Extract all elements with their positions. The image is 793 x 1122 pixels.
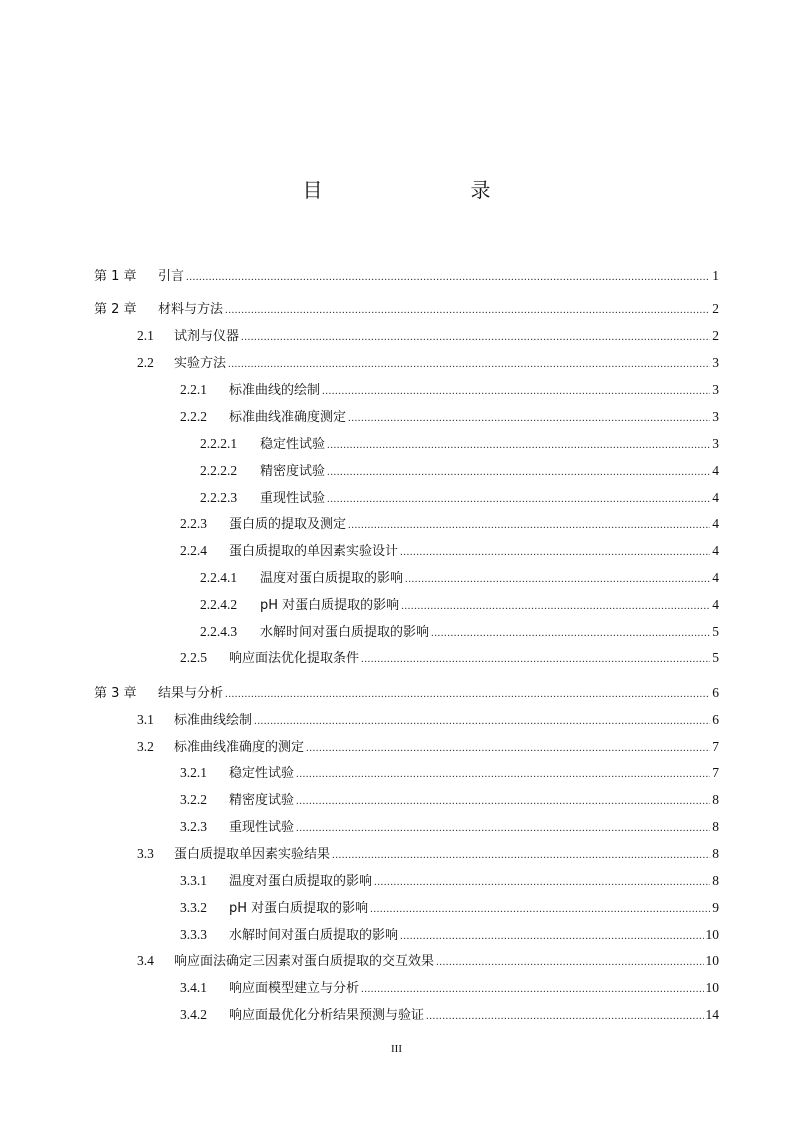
toc-page-number: 4 (712, 597, 719, 612)
toc-page-number: 8 (712, 819, 719, 834)
toc-section-row[interactable] (180, 790, 719, 810)
toc-dot-leader (348, 515, 710, 535)
toc-dot-leader (436, 952, 703, 972)
toc-title: 蛋白质提取的单因素实验设计 (229, 544, 399, 559)
toc-dot-leader (374, 872, 710, 892)
toc-title: 稳定性试验 (229, 766, 295, 781)
toc-number: 3.2 (137, 739, 154, 754)
toc-page-number: 8 (712, 873, 719, 888)
toc-section-row[interactable] (200, 488, 719, 508)
toc-number: 2.2.2.2 (200, 463, 238, 478)
toc-number: 2.2.4.1 (200, 570, 238, 585)
toc-chapter-row[interactable] (94, 683, 719, 703)
toc-dot-leader (400, 542, 710, 562)
toc-title: pH 对蛋白质提取的影响 (260, 598, 400, 613)
toc-number: 2.1 (137, 328, 154, 343)
toc-number: 2.2.1 (180, 382, 207, 397)
toc-chapter-row[interactable] (94, 299, 719, 319)
toc-page-number: 5 (712, 624, 719, 639)
toc-title: 材料与方法 (158, 302, 224, 317)
toc-page-number: 3 (712, 409, 719, 424)
toc-title: 精密度试验 (260, 464, 326, 479)
toc-section-row[interactable] (137, 326, 719, 346)
toc-page-number: 2 (712, 301, 719, 316)
toc-dot-leader (405, 569, 710, 589)
toc-section-row[interactable] (200, 568, 719, 588)
toc-dot-leader (361, 979, 703, 999)
toc-number: 2.2.4 (180, 543, 207, 558)
toc-number: 2.2.2.3 (200, 490, 238, 505)
toc-dot-leader (400, 926, 703, 946)
toc-number: 3.1 (137, 712, 154, 727)
toc-number: 2.2.2.1 (200, 436, 238, 451)
toc-page-number: 7 (712, 739, 719, 754)
toc-number: 3.3.3 (180, 927, 207, 942)
toc-title: 实验方法 (174, 356, 227, 371)
toc-section-row[interactable] (180, 817, 719, 837)
toc-page-number: 8 (712, 792, 719, 807)
toc-number: 2.2.4.2 (200, 597, 238, 612)
toc-section-row[interactable] (200, 595, 719, 615)
toc-number: 3.3 (137, 846, 154, 861)
toc-section-row[interactable] (137, 710, 719, 730)
toc-number: 3.3.2 (180, 900, 207, 915)
toc-title: 水解时间对蛋白质提取的影响 (229, 928, 399, 943)
toc-section-row[interactable] (180, 978, 719, 998)
toc-dot-leader (296, 791, 710, 811)
toc-section-row[interactable] (200, 622, 719, 642)
toc-number: 2.2.2 (180, 409, 207, 424)
toc-dot-leader (186, 267, 710, 287)
toc-section-row[interactable] (137, 737, 719, 757)
toc-page-number: 4 (712, 543, 719, 558)
toc-chapter-row[interactable] (94, 266, 719, 286)
toc-title: 水解时间对蛋白质提取的影响 (260, 625, 430, 640)
toc-title: 标准曲线准确度的测定 (174, 740, 305, 755)
toc-section-row[interactable] (200, 461, 719, 481)
toc-section-row[interactable] (180, 871, 719, 891)
toc-page-number: 10 (705, 953, 719, 968)
toc-dot-leader (225, 300, 710, 320)
toc-number: 3.2.3 (180, 819, 207, 834)
toc-dot-leader (225, 684, 710, 704)
toc-page-number: 3 (712, 355, 719, 370)
toc-number: 第 2 章 (94, 302, 137, 317)
toc-page-number: 4 (712, 516, 719, 531)
toc-number: 2.2.4.3 (200, 624, 238, 639)
toc-title: 稳定性试验 (260, 437, 326, 452)
toc-title: 响应面最优化分析结果预测与验证 (229, 1008, 425, 1023)
toc-section-row[interactable] (180, 763, 719, 783)
toc-dot-leader (254, 711, 710, 731)
toc-section-row[interactable] (180, 925, 719, 945)
toc-title: pH 对蛋白质提取的影响 (229, 901, 369, 916)
toc-title: 蛋白质提取单因素实验结果 (174, 847, 331, 862)
toc-title: 温度对蛋白质提取的影响 (260, 571, 404, 586)
toc-number: 3.4 (137, 953, 154, 968)
toc-page-number: 7 (712, 765, 719, 780)
toc-page-number: 6 (712, 685, 719, 700)
toc-number: 2.2 (137, 355, 154, 370)
toc-number: 3.2.2 (180, 792, 207, 807)
toc-dot-leader (370, 899, 710, 919)
toc-dot-leader (322, 381, 710, 401)
toc-title: 响应面法确定三因素对蛋白质提取的交互效果 (174, 954, 435, 969)
toc-section-row[interactable] (137, 844, 719, 864)
toc-section-row[interactable] (137, 951, 719, 971)
toc-section-row[interactable] (180, 541, 719, 561)
toc-title: 标准曲线的绘制 (229, 383, 321, 398)
toc-dot-leader (361, 649, 710, 669)
toc-number: 3.3.1 (180, 873, 207, 888)
toc-dot-leader (327, 462, 710, 482)
toc-section-row[interactable] (180, 1005, 719, 1025)
toc-title: 精密度试验 (229, 793, 295, 808)
toc-dot-leader (241, 327, 710, 347)
toc-title: 标准曲线准确度测定 (229, 410, 347, 425)
toc-number: 第 3 章 (94, 686, 137, 701)
toc-page-number: 9 (712, 900, 719, 915)
toc-section-row[interactable] (180, 380, 719, 400)
toc-page-number: 10 (705, 980, 719, 995)
toc-title: 响应面法优化提取条件 (229, 651, 360, 666)
toc-section-row[interactable] (137, 353, 719, 373)
toc-page-number: 5 (712, 650, 719, 665)
toc-number: 2.2.3 (180, 516, 207, 531)
toc-title: 响应面模型建立与分析 (229, 981, 360, 996)
toc-dot-leader (327, 435, 710, 455)
toc-dot-leader (332, 845, 710, 865)
toc-page-number: 3 (712, 436, 719, 451)
toc-dot-leader (426, 1006, 703, 1026)
toc-number: 3.4.1 (180, 980, 207, 995)
toc-page-number: 14 (705, 1007, 719, 1022)
toc-page-number: 6 (712, 712, 719, 727)
toc-dot-leader (296, 764, 710, 784)
toc-dot-leader (327, 489, 710, 509)
toc-number: 3.2.1 (180, 765, 207, 780)
toc-dot-leader (431, 623, 710, 643)
toc-page-number: 4 (712, 490, 719, 505)
toc-dot-leader (348, 408, 710, 428)
toc-page-number: 3 (712, 382, 719, 397)
toc-dot-leader (296, 818, 710, 838)
toc-number: 第 1 章 (94, 269, 137, 284)
toc-title: 标准曲线绘制 (174, 713, 253, 728)
toc-page-number: 2 (712, 328, 719, 343)
toc-dot-leader (401, 596, 710, 616)
toc-section-row[interactable] (200, 434, 719, 454)
page-number-footer: III (391, 1043, 402, 1055)
toc-page-number: 4 (712, 570, 719, 585)
toc-section-row[interactable] (180, 514, 719, 534)
toc-title: 蛋白质的提取及测定 (229, 517, 347, 532)
toc-title: 结果与分析 (158, 686, 224, 701)
toc-number: 2.2.5 (180, 650, 207, 665)
toc-title: 引言 (158, 269, 185, 284)
page-title: 目 录 (302, 178, 527, 202)
toc-title: 重现性试验 (229, 820, 295, 835)
toc-page-number: 4 (712, 463, 719, 478)
toc-dot-leader (228, 354, 710, 374)
toc-title: 温度对蛋白质提取的影响 (229, 874, 373, 889)
toc-dot-leader (306, 738, 710, 758)
toc-section-row[interactable] (180, 898, 719, 918)
toc-section-row[interactable] (180, 407, 719, 427)
toc-page-number: 10 (705, 927, 719, 942)
toc-number: 3.4.2 (180, 1007, 207, 1022)
toc-title: 重现性试验 (260, 491, 326, 506)
toc-title: 试剂与仪器 (174, 329, 240, 344)
toc-page-number: 8 (712, 846, 719, 861)
toc-section-row[interactable] (180, 648, 719, 668)
toc-page-number: 1 (712, 268, 719, 283)
